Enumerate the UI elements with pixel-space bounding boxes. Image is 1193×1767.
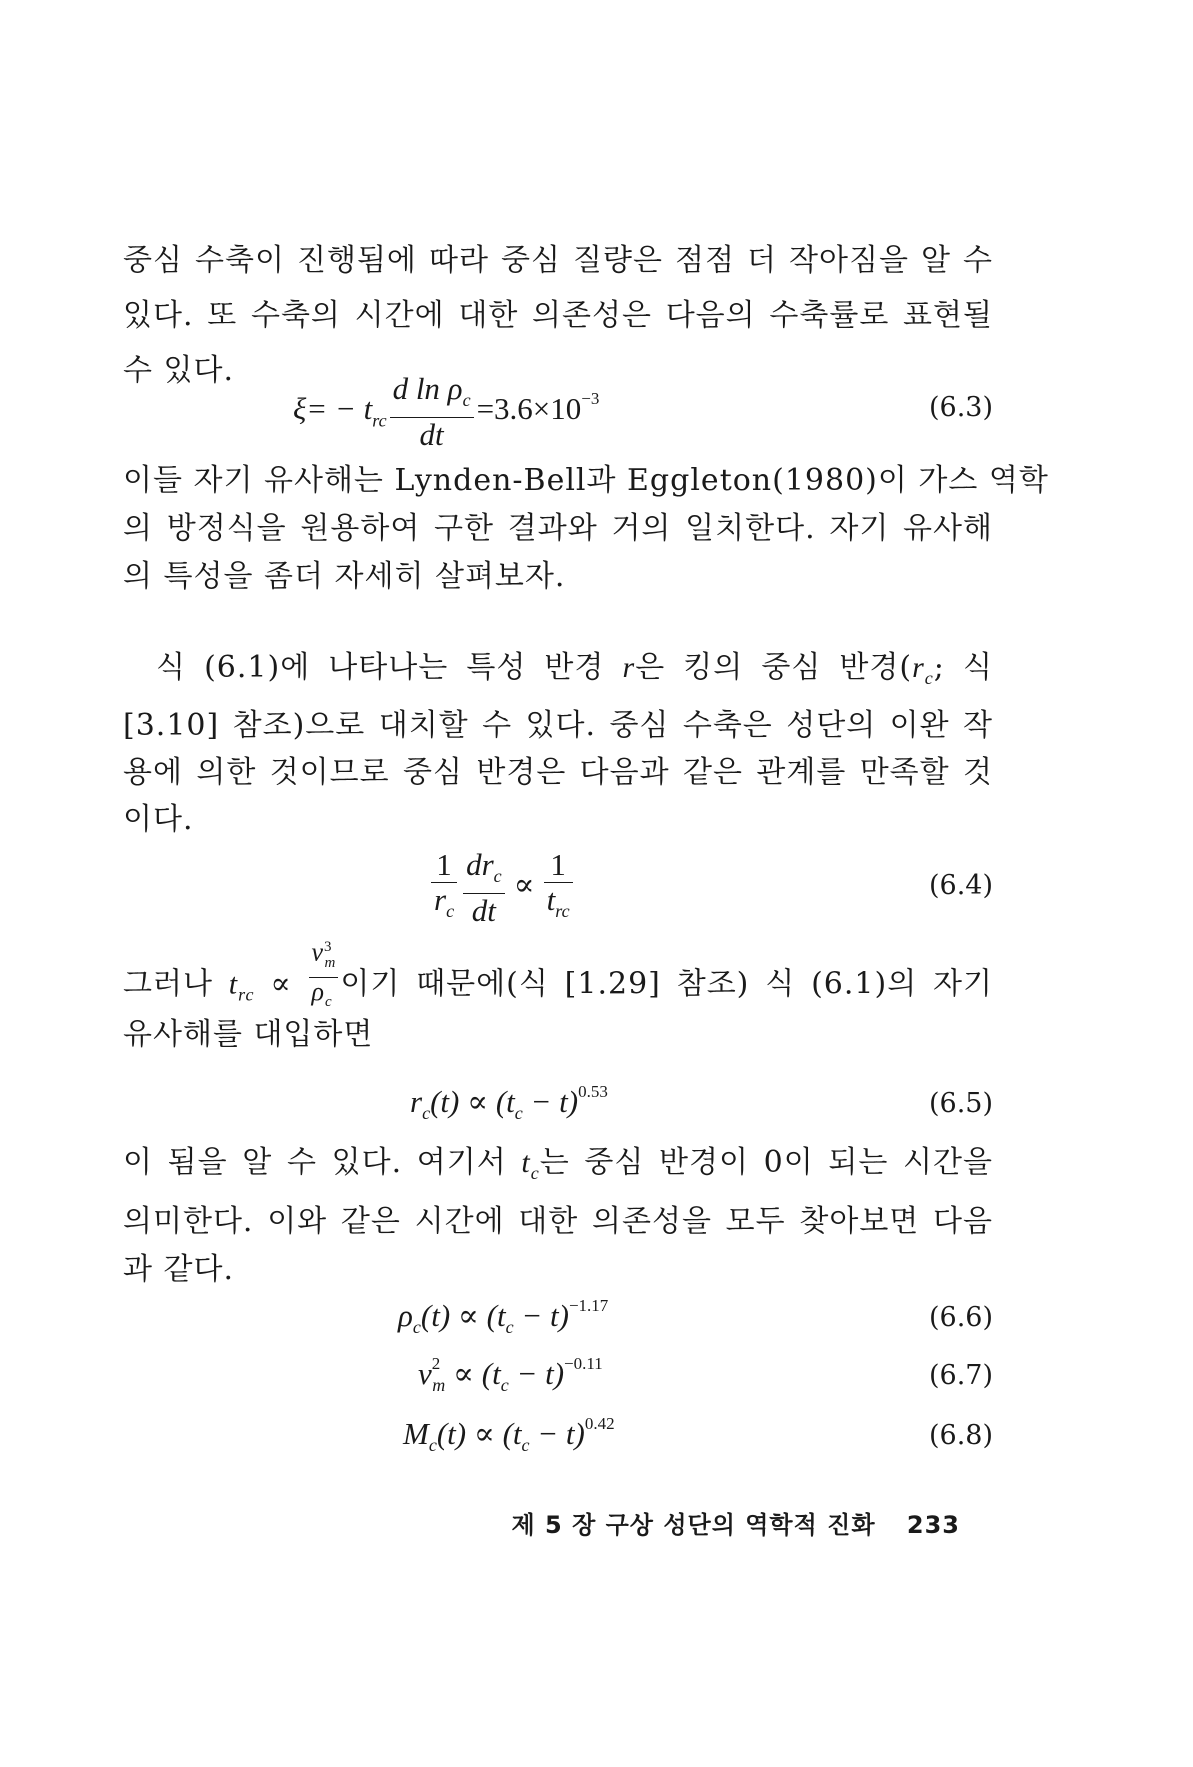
eq65-body-sub: c [422,1103,431,1124]
equation-6-4 [123,848,993,928]
eq64-f1-den: r [434,882,447,917]
eq66-body: ρ [398,1298,413,1333]
eq67-tail: − t) [508,1356,565,1391]
paragraph-5-tc: t [521,1146,531,1179]
eq63-lhs: ξ= − t [293,391,373,427]
paragraph-3-r: r [622,651,636,684]
eq66-tail: − t) [513,1298,569,1333]
equation-6-3 [123,371,993,453]
paragraph-5-tc-sub: c [530,1163,540,1183]
equation-6-6 [123,1294,993,1344]
paragraph-3-rc: r [912,651,925,684]
eq66-rest: (t) ∝ (t [420,1298,506,1333]
footer-chapter-title: 제 5 장 구상 성단의 역학적 진화 [511,1511,876,1539]
paragraph-4-frac-num: v [311,937,325,967]
equation-6-6-number: (6.6) [928,1302,993,1333]
eq65-tail: − t) [522,1084,579,1119]
eq65-rest-sub: c [514,1103,523,1124]
eq66-sup: −1.17 [568,1295,609,1315]
paragraph-1-line-2: 있다. 또 수축의 시간에 대한 의존성은 다음의 수축률로 표현될 [123,298,993,333]
eq68-rest: (t) ∝ (t [436,1416,522,1451]
equation-6-6-body [398,1295,609,1338]
paragraph-4-line-2: 유사해를 대입하면 [123,1017,374,1052]
eq64-f2-num: dr [466,847,494,882]
equation-6-4-body [428,848,576,928]
eq66-body-sub: c [412,1317,421,1338]
eq63-fraction [390,372,474,452]
paragraph-4-line-1-a: 그러나 [123,966,229,1002]
paragraph-4-line-1-b: 이기 때문에(식 [1.29] 참조) 식 (6.1)의 자기 [340,966,993,1002]
equation-6-3-body [293,372,599,452]
paragraph-3-line-3: 용에 의한 것이므로 중심 반경은 다음과 같은 관계를 만족할 것 [123,755,993,790]
eq65-rest: (t) ∝ (t [430,1084,515,1119]
paragraph-5-line-2: 의미한다. 이와 같은 시간에 대한 의존성을 모두 찾아보면 다음 [123,1204,993,1239]
eq64-f3-den-sub: rc [555,901,570,922]
paragraph-3-line-1-b: 은 킹의 중심 반경( [635,650,913,685]
eq66-rest-sub: c [505,1317,514,1338]
paragraph-2-line-1: 이들 자기 유사해는 Lynden-Bell과 Eggleton(1980)이 가스 역학 [123,463,1049,498]
eq64-fraction-1 [431,848,457,928]
eq67-rest: ∝ (t [445,1356,501,1391]
paragraph-3-line-1 [123,645,993,701]
eq64-f3-num: 1 [544,848,573,883]
eq64-fraction-3 [544,848,573,928]
eq64-f1-num: 1 [431,848,457,883]
equation-6-4-number: (6.4) [928,870,993,901]
paragraph-5-line-1-a: 이 됨을 알 수 있다. 여기서 [123,1145,522,1180]
paragraph-4-frac-den: ρ [311,976,325,1006]
eq65-sup: 0.53 [578,1081,608,1101]
eq63-numerator-sub: c [462,390,471,411]
equation-6-5-number: (6.5) [928,1088,993,1119]
paragraph-3-line-2: [3.10] 참조)으로 대치할 수 있다. 중심 수축은 성단의 이완 작 [123,708,993,743]
equation-6-5 [123,1080,993,1130]
paragraph-3-line-1-a: 식 (6.1)에 나타나는 특성 반경 [156,650,623,685]
eq64-f1-den-sub: c [446,901,455,922]
paragraph-2 [123,458,1049,599]
paragraph-4-frac-num-sub: m [324,954,337,971]
eq67-body: v [418,1356,432,1391]
eq64-fraction-2 [463,848,505,928]
eq67-rest-sub: c [500,1375,509,1396]
paragraph-1 [123,238,993,393]
equation-6-3-number: (6.3) [928,392,993,423]
paragraph-4-frac-den-sub: c [324,994,333,1011]
eq67-body-sup: 2 [431,1353,441,1373]
eq64-f3-den: t [546,882,556,917]
equation-6-7-body [418,1353,603,1396]
paragraph-3-rc-sub: c [924,668,934,688]
page-footer [500,1505,960,1540]
paragraph-2-line-3: 의 특성을 좀더 자세히 살펴보자. [123,559,566,594]
eq63-rhs: =3.6×10 [476,391,582,427]
footer-page-number: 233 [906,1511,960,1539]
paragraph-5-line-1 [123,1140,993,1196]
paragraph-4 [123,937,993,1057]
paragraph-4-line-1 [123,937,993,1011]
paragraph-5-line-1-b: 는 중심 반경이 0이 되는 시간을 [539,1145,993,1180]
eq68-body: M [403,1416,429,1451]
paragraph-4-t-sub: rc [238,984,255,1005]
eq64-proportional: ∝ [513,867,535,903]
equation-6-5-body [410,1081,608,1124]
equation-6-8 [123,1412,993,1462]
paragraph-4-fraction [309,933,338,1016]
eq64-f2-den: dt [471,893,496,929]
eq67-sup: −0.11 [564,1353,603,1373]
eq63-lhs-sub: rc [372,410,387,431]
eq68-rest-sub: c [521,1435,530,1456]
eq63-rhs-sup: −3 [581,388,600,408]
paragraph-4-frac-num-sup: 3 [324,939,333,955]
eq65-body: r [410,1084,423,1119]
eq68-body-sub: c [428,1435,437,1456]
eq67-body-sub: m [432,1375,446,1396]
eq64-f2-num-sub: c [493,866,502,887]
eq63-denominator: dt [419,417,444,453]
equation-6-7-number: (6.7) [928,1360,993,1391]
equation-6-8-body [403,1413,615,1456]
equation-6-8-number: (6.8) [928,1420,993,1451]
paragraph-5 [123,1140,993,1292]
eq68-tail: − t) [529,1416,585,1451]
paragraph-3 [123,645,993,842]
paragraph-3-line-1-c: ; 식 [933,650,993,685]
paragraph-1-line-3: 수 있다. [123,353,235,388]
paragraph-2-line-2: 의 방정식을 원용하여 구한 결과와 거의 일치한다. 자기 유사해 [123,511,993,546]
paragraph-1-line-1: 중심 수축이 진행됨에 따라 중심 질량은 점점 더 작아짐을 알 수 [123,243,993,278]
paragraph-3-line-4: 이다. [123,802,194,837]
equation-6-7 [123,1352,993,1402]
paragraph-5-line-3: 과 같다. [123,1252,235,1287]
paragraph-4-proportional: ∝ [254,966,308,1002]
eq63-numerator: d ln ρ [392,371,463,406]
paragraph-4-t: t [228,967,239,1001]
eq68-sup: 0.42 [584,1413,615,1433]
